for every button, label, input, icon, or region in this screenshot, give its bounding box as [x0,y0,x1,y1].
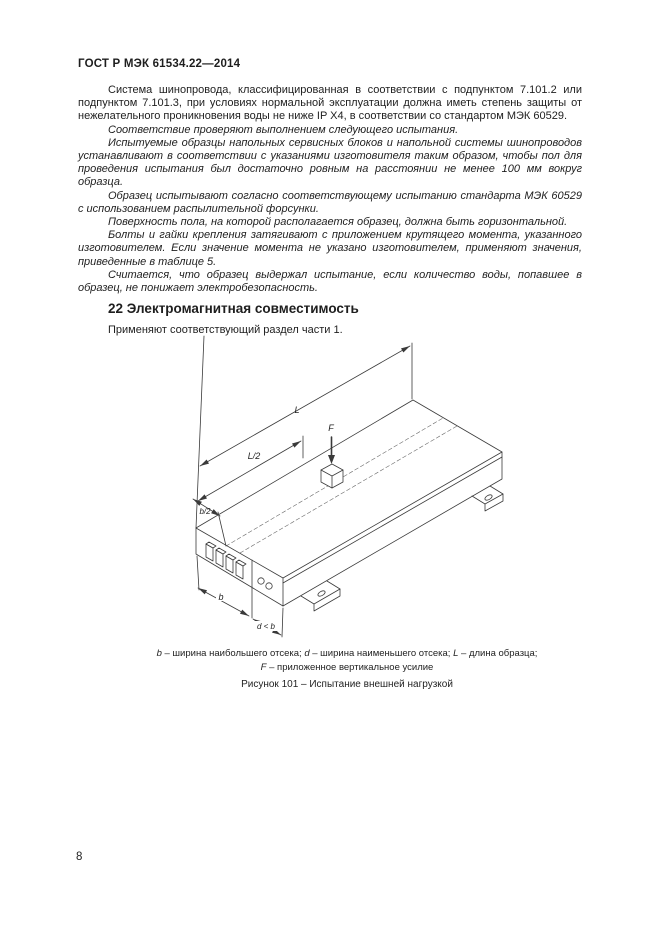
box-front-face [283,452,502,606]
force-arrowhead [328,455,335,464]
body-text-block [78,84,582,337]
extension-line-left [196,336,204,528]
busbar-slots [206,542,246,579]
body-paragraph: Система шинопровода, классифицированная в соответствии с подпунктом 7.101.2 или подпунктом 7.101.3, при условиях нормальной эксплуатации должна иметь степень защиты от нежелательного проникновения воды не ниже IP X4, в соответствии со стандартом МЭК 60529. [78,84,582,123]
mounting-tab-front [301,581,340,611]
cable-entry [266,583,272,589]
legend-line-2: F – приложенное вертикальное усилие [260,661,434,673]
cable-entry [258,578,264,584]
document-header: ГОСТ Р МЭК 61534.22—2014 [78,58,241,70]
section-heading: 22 Электромагнитная совместимость [108,301,359,317]
figure-technical-drawing [150,330,565,642]
label-L-half: L/2 [247,451,261,461]
body-paragraph: Образец испытывают согласно соответствующему испытанию стандарта МЭК 60529 с использованием распылительной форсунки. [78,189,582,215]
dimension-line-L [200,346,410,466]
body-paragraph: Поверхность пола, на которой располагается образец, должна быть горизонтальной. [108,216,568,229]
body-paragraph: Считается, что образец выдержал испытание, если количество воды, попавшее в образец, не понижает электробезопасность. [78,268,582,295]
extension-line-bottom-front [282,608,283,637]
body-paragraph: Испытуемые образцы напольных сервисных блоков и напольной системы шинопроводов устанавливают в соответствии с указаниями изготовителя таким образом, чтобы пол для проведения испытания был достаточно ровным на расстоянии не менее 100 мм вокруг образца. [78,136,582,189]
label-b: b [218,592,224,602]
figure-caption: Рисунок 101 – Испытание внешней нагрузкой [241,679,453,690]
mounting-tab-right [472,486,503,511]
body-paragraph: Соответствие проверяют выполнением следующего испытания. [108,123,459,136]
box-lid-seam [283,457,502,583]
figure-legend [87,647,607,674]
legend-line-1: b – ширина наибольшего отсека; d – ширина наименьшего отсека; L – длина образца; [156,648,538,659]
section-paragraph: Применяют соответствующий раздел части 1. [108,324,343,337]
extension-line-bottom-left [197,556,199,590]
load-cube [321,464,343,488]
divider-dashed [240,426,457,553]
label-L: L [294,405,300,415]
label-d: d < b [256,622,276,631]
body-paragraph: Болты и гайки крепления затягивают с приложением крутящего момента, указанного изготовителем. Если значение момента не указано изготовителем, применяют значения, приведенные в таблице 5. [78,229,582,268]
label-b-half: b/2 [199,507,211,516]
dimension-line-L-half [198,441,301,501]
label-F: F [328,423,334,433]
page-number: 8 [76,851,83,863]
